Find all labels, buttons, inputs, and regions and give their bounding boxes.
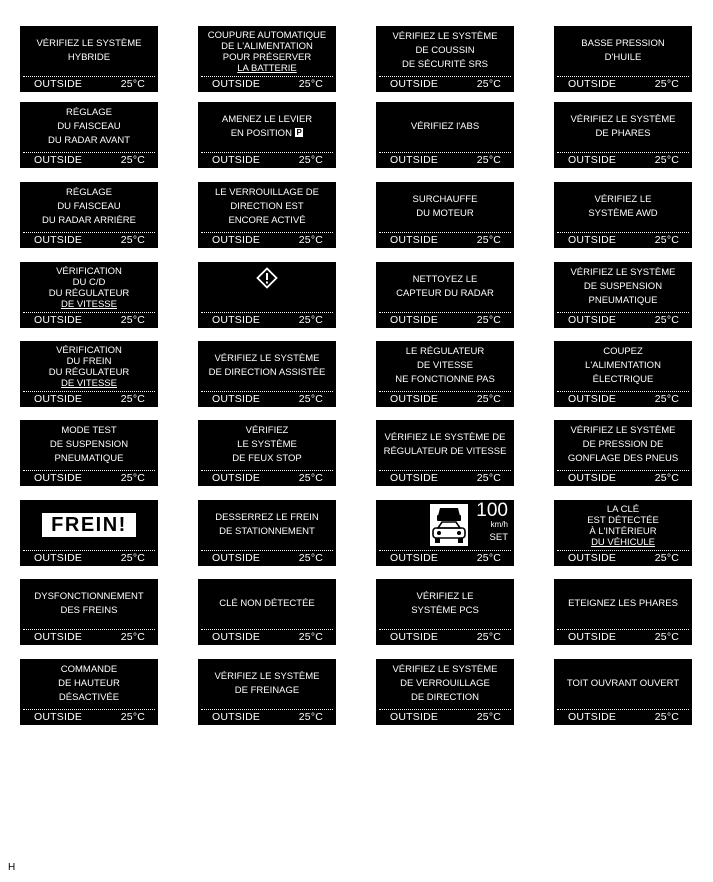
outside-label: OUTSIDE — [34, 472, 83, 484]
outside-label: OUTSIDE — [34, 314, 83, 326]
outside-temperature-bar — [376, 313, 514, 327]
set-label: SET — [489, 532, 508, 543]
outside-temperature-bar — [20, 313, 158, 327]
message-panel — [198, 659, 336, 725]
message-text — [378, 579, 512, 628]
outside-temperature-bar — [198, 392, 336, 406]
outside-temperature: 25°C — [476, 78, 501, 90]
message-panel — [376, 659, 514, 725]
message-line: DU FREIN — [66, 356, 112, 367]
message-line: DE FEUX STOP — [232, 452, 302, 464]
outside-temperature-bar — [376, 233, 514, 247]
message-text — [200, 341, 334, 390]
outside-temperature: 25°C — [298, 393, 323, 405]
message-line: VÉRIFIEZ LE SYSTÈME — [570, 424, 676, 436]
message-line: DESSERREZ LE FREIN — [215, 511, 319, 523]
message-line: DU RADAR AVANT — [48, 134, 130, 146]
message-line: COUPURE AUTOMATIQUE — [207, 30, 327, 41]
outside-label: OUTSIDE — [34, 552, 83, 564]
outside-temperature: 25°C — [476, 631, 501, 643]
outside-temperature: 25°C — [476, 234, 501, 246]
message-text — [556, 262, 690, 311]
outside-temperature: 25°C — [654, 78, 679, 90]
outside-temperature: 25°C — [120, 631, 145, 643]
message-panel — [20, 102, 158, 168]
message-line: COMMANDE — [60, 663, 118, 675]
outside-temperature: 25°C — [120, 234, 145, 246]
message-line: DU MOTEUR — [416, 207, 474, 219]
message-panel — [20, 659, 158, 725]
outside-temperature-bar — [376, 630, 514, 644]
message-text — [22, 182, 156, 231]
outside-temperature: 25°C — [476, 552, 501, 564]
message-text — [200, 182, 334, 231]
message-line: DE PHARES — [595, 127, 651, 139]
message-line: ENCORE ACTIVÉ — [228, 214, 306, 226]
message-line: DYSFONCTIONNEMENT — [34, 590, 144, 602]
message-line: DE HAUTEUR — [58, 677, 120, 689]
brake-warning-text: FREIN! — [42, 513, 136, 537]
outside-label: OUTSIDE — [212, 154, 261, 166]
message-panel — [198, 26, 336, 92]
message-line: RÉGULATEUR DE VITESSE — [383, 445, 507, 457]
outside-temperature-bar — [198, 630, 336, 644]
outside-label: OUTSIDE — [212, 711, 261, 723]
outside-temperature: 25°C — [476, 711, 501, 723]
message-line: SURCHAUFFE — [412, 193, 478, 205]
outside-label: OUTSIDE — [568, 631, 617, 643]
message-line: DE L'ALIMENTATION — [221, 41, 313, 52]
set-speed-value: 100 — [476, 500, 508, 521]
outside-label: OUTSIDE — [390, 314, 439, 326]
message-line: DIRECTION EST — [230, 200, 304, 212]
outside-temperature-bar — [20, 153, 158, 167]
message-text — [378, 262, 512, 311]
outside-temperature-bar — [20, 77, 158, 91]
message-line: RÉGLAGE — [66, 106, 112, 118]
outside-label: OUTSIDE — [568, 552, 617, 564]
message-text — [556, 182, 690, 231]
message-panel — [554, 26, 692, 92]
message-line: VÉRIFIEZ LE SYSTÈME — [392, 30, 498, 42]
message-text — [200, 102, 334, 151]
message-panel — [554, 659, 692, 725]
speed-unit — [491, 520, 508, 530]
outside-temperature: 25°C — [654, 393, 679, 405]
outside-temperature-bar — [376, 153, 514, 167]
outside-label: OUTSIDE — [568, 314, 617, 326]
outside-temperature-bar — [554, 471, 692, 485]
outside-temperature-bar — [20, 551, 158, 565]
message-line: TOIT OUVRANT OUVERT — [566, 677, 680, 689]
message-text — [378, 341, 512, 390]
outside-temperature-bar — [376, 392, 514, 406]
message-panel — [554, 579, 692, 645]
message-line: VÉRIFIEZ LE — [594, 193, 652, 205]
outside-label: OUTSIDE — [390, 154, 439, 166]
outside-temperature-bar — [20, 710, 158, 724]
message-line: VÉRIFIEZ LE SYSTÈME — [214, 352, 320, 364]
outside-temperature: 25°C — [120, 78, 145, 90]
message-line: VÉRIFIEZ — [245, 424, 289, 436]
outside-temperature-bar — [20, 471, 158, 485]
outside-temperature: 25°C — [298, 631, 323, 643]
message-text — [200, 26, 334, 79]
message-line: VÉRIFIEZ l'ABS — [410, 120, 480, 132]
message-panel — [554, 102, 692, 168]
outside-temperature-bar — [554, 710, 692, 724]
message-text — [200, 500, 334, 549]
speed-unit-slash: / — [501, 520, 504, 529]
message-panel — [554, 341, 692, 407]
message-line: DE SUSPENSION — [583, 280, 663, 292]
speed-unit-bottom: h — [503, 520, 508, 529]
message-panel — [20, 579, 158, 645]
page-mark: H — [8, 862, 16, 873]
message-line: DU FAISCEAU — [57, 200, 121, 212]
message-text — [22, 579, 156, 628]
outside-temperature-bar — [376, 77, 514, 91]
outside-temperature: 25°C — [476, 154, 501, 166]
outside-temperature-bar — [20, 233, 158, 247]
outside-temperature: 25°C — [120, 472, 145, 484]
message-line: DE VITESSE — [61, 378, 117, 389]
outside-temperature-bar — [554, 233, 692, 247]
message-line: DE DIRECTION — [410, 691, 480, 703]
message-line: PNEUMATIQUE — [54, 452, 124, 464]
message-line: VÉRIFIEZ LE SYSTÈME — [214, 670, 320, 682]
message-line: EST DÉTECTÉE — [587, 515, 659, 526]
outside-label: OUTSIDE — [390, 711, 439, 723]
message-line: ETEIGNEZ LES PHARES — [568, 597, 678, 609]
outside-temperature: 25°C — [120, 154, 145, 166]
outside-label: OUTSIDE — [390, 393, 439, 405]
message-panel — [376, 262, 514, 328]
message-line: ÉLECTRIQUE — [592, 373, 654, 385]
message-panel — [198, 420, 336, 486]
outside-label: OUTSIDE — [568, 78, 617, 90]
message-text — [556, 659, 690, 708]
message-panel — [198, 500, 336, 566]
message-line: DE COUSSIN — [415, 44, 475, 56]
message-line: D'HUILE — [604, 51, 642, 63]
outside-temperature: 25°C — [298, 78, 323, 90]
outside-temperature: 25°C — [654, 472, 679, 484]
message-line: LE SYSTÈME — [237, 438, 297, 450]
message-text — [378, 26, 512, 75]
message-panel — [198, 341, 336, 407]
outside-label: OUTSIDE — [212, 78, 261, 90]
outside-temperature-bar — [376, 471, 514, 485]
message-panel — [20, 420, 158, 486]
message-panel — [198, 579, 336, 645]
message-text — [378, 420, 512, 469]
master-warning-icon — [256, 267, 278, 289]
outside-label: OUTSIDE — [390, 234, 439, 246]
message-text — [556, 420, 690, 469]
message-panel — [20, 182, 158, 248]
message-line: PNEUMATIQUE — [588, 294, 658, 306]
message-panel — [198, 262, 336, 328]
message-line: VÉRIFIEZ LE SYSTÈME DE — [384, 431, 506, 443]
message-panel — [198, 102, 336, 168]
message-line: DE FREINAGE — [234, 684, 300, 696]
message-line: DE VITESSE — [417, 359, 473, 371]
outside-label: OUTSIDE — [212, 393, 261, 405]
message-line: VÉRIFIEZ LE SYSTÈME — [570, 266, 676, 278]
message-panel — [376, 579, 514, 645]
message-line: DE DIRECTION ASSISTÉE — [208, 366, 326, 378]
outside-temperature: 25°C — [654, 314, 679, 326]
outside-temperature: 25°C — [298, 154, 323, 166]
message-panel — [554, 500, 692, 566]
outside-temperature-bar — [20, 630, 158, 644]
message-line: BASSE PRESSION — [581, 37, 665, 49]
message-text — [378, 182, 512, 231]
outside-label: OUTSIDE — [34, 78, 83, 90]
outside-label: OUTSIDE — [34, 234, 83, 246]
message-text — [22, 500, 156, 549]
message-text — [556, 26, 690, 75]
message-line: DE VITESSE — [61, 299, 117, 310]
outside-temperature-bar — [554, 313, 692, 327]
outside-label: OUTSIDE — [568, 234, 617, 246]
message-line: DU VÉHICULE — [591, 537, 655, 548]
outside-label: OUTSIDE — [34, 631, 83, 643]
message-line: COUPEZ — [603, 345, 643, 357]
message-text — [378, 659, 512, 708]
outside-temperature-bar — [554, 551, 692, 565]
message-panel — [20, 262, 158, 328]
message-panel — [20, 26, 158, 92]
message-text — [22, 26, 156, 75]
message-line: DE STATIONNEMENT — [219, 525, 315, 537]
message-panel — [376, 500, 514, 566]
message-line: SYSTÈME PCS — [411, 604, 479, 616]
message-line: DES FREINS — [60, 604, 118, 616]
message-text — [22, 102, 156, 151]
outside-temperature-bar — [376, 551, 514, 565]
outside-label: OUTSIDE — [212, 472, 261, 484]
outside-temperature: 25°C — [120, 314, 145, 326]
message-line: NE FONCTIONNE PAS — [395, 373, 495, 385]
vehicle-ahead-icon — [430, 504, 468, 546]
outside-temperature-bar — [198, 710, 336, 724]
message-text — [200, 420, 334, 469]
message-line: L'ALIMENTATION — [585, 359, 661, 371]
outside-temperature: 25°C — [476, 472, 501, 484]
message-line: RÉGLAGE — [66, 186, 112, 198]
outside-temperature: 25°C — [298, 472, 323, 484]
message-line: AMENEZ LE LEVIER — [221, 113, 313, 125]
outside-label: OUTSIDE — [34, 393, 83, 405]
outside-temperature-bar — [198, 233, 336, 247]
message-panel — [198, 182, 336, 248]
outside-label: OUTSIDE — [568, 154, 617, 166]
outside-temperature: 25°C — [298, 552, 323, 564]
message-line: DU RÉGULATEUR — [48, 367, 130, 378]
message-panel — [376, 102, 514, 168]
outside-temperature-bar — [554, 630, 692, 644]
message-line: DÉSACTIVÉE — [58, 691, 120, 703]
outside-label: OUTSIDE — [34, 154, 83, 166]
message-line: DE PRESSION DE — [582, 438, 664, 450]
message-line: VÉRIFICATION — [56, 345, 122, 356]
outside-temperature-bar — [198, 551, 336, 565]
outside-temperature: 25°C — [476, 393, 501, 405]
outside-temperature: 25°C — [654, 711, 679, 723]
message-line: LA CLÉ — [606, 504, 640, 515]
message-panel — [376, 182, 514, 248]
outside-temperature-bar — [198, 471, 336, 485]
message-panel — [554, 182, 692, 248]
outside-temperature: 25°C — [298, 711, 323, 723]
message-text — [556, 579, 690, 628]
message-line: VÉRIFICATION — [56, 266, 122, 277]
outside-temperature: 25°C — [298, 314, 323, 326]
message-line-with-gear — [231, 127, 304, 141]
message-line: NETTOYEZ LE — [412, 273, 478, 285]
message-line: VÉRIFIEZ LE SYSTÈME — [570, 113, 676, 125]
message-line: LA BATTERIE — [237, 63, 297, 74]
message-text — [200, 659, 334, 708]
outside-label: OUTSIDE — [568, 472, 617, 484]
message-text — [556, 102, 690, 151]
message-text — [556, 341, 690, 390]
message-line: HYBRIDE — [67, 51, 111, 63]
message-panel — [20, 500, 158, 566]
message-line: MODE TEST — [61, 424, 117, 436]
speed-unit-top: km — [490, 520, 502, 529]
outside-label: OUTSIDE — [390, 631, 439, 643]
outside-label: OUTSIDE — [212, 631, 261, 643]
message-panel — [554, 420, 692, 486]
message-line: VÉRIFIEZ LE SYSTÈME — [36, 37, 142, 49]
outside-label: OUTSIDE — [568, 711, 617, 723]
outside-temperature-bar — [554, 153, 692, 167]
outside-temperature: 25°C — [476, 314, 501, 326]
outside-temperature-bar — [376, 710, 514, 724]
message-text — [22, 420, 156, 469]
outside-temperature-bar — [198, 153, 336, 167]
message-line: DU FAISCEAU — [57, 120, 121, 132]
message-line: DE SUSPENSION — [49, 438, 129, 450]
outside-temperature: 25°C — [120, 393, 145, 405]
message-line: GONFLAGE DES PNEUS — [567, 452, 679, 464]
message-panel — [376, 26, 514, 92]
message-text — [22, 659, 156, 708]
outside-temperature-bar — [20, 392, 158, 406]
message-line: EN POSITION — [230, 127, 292, 139]
park-position-icon: P — [296, 128, 302, 138]
outside-temperature-bar — [554, 77, 692, 91]
message-line: POUR PRÉSERVER — [222, 52, 312, 63]
message-line: LE RÉGULATEUR — [405, 345, 485, 357]
message-panel — [554, 262, 692, 328]
outside-label: OUTSIDE — [34, 711, 83, 723]
outside-label: OUTSIDE — [568, 393, 617, 405]
message-line: CLÉ NON DÉTECTÉE — [219, 597, 315, 609]
outside-temperature: 25°C — [298, 234, 323, 246]
outside-temperature-bar — [198, 313, 336, 327]
outside-temperature: 25°C — [654, 552, 679, 564]
outside-temperature: 25°C — [654, 154, 679, 166]
cruise-control-readout — [376, 500, 514, 550]
message-line: SYSTÈME AWD — [588, 207, 658, 219]
message-text — [22, 341, 156, 394]
message-text — [556, 500, 690, 553]
outside-temperature: 25°C — [120, 552, 145, 564]
message-line: DU RADAR ARRIÈRE — [42, 214, 136, 226]
outside-label: OUTSIDE — [212, 552, 261, 564]
message-line: À L'INTÉRIEUR — [589, 526, 657, 537]
message-line: CAPTEUR DU RADAR — [396, 287, 494, 299]
outside-label: OUTSIDE — [212, 234, 261, 246]
outside-temperature: 25°C — [120, 711, 145, 723]
outside-label: OUTSIDE — [212, 314, 261, 326]
outside-label: OUTSIDE — [390, 472, 439, 484]
message-line: VÉRIFIEZ LE — [416, 590, 474, 602]
message-line: LE VERROUILLAGE DE — [214, 186, 319, 198]
message-line: DU C/D — [72, 277, 106, 288]
outside-temperature-bar — [198, 77, 336, 91]
message-text — [378, 102, 512, 151]
message-line: DE SÉCURITÉ SRS — [401, 58, 489, 70]
message-line: VÉRIFIEZ LE SYSTÈME — [392, 663, 498, 675]
message-text — [200, 579, 334, 628]
message-text — [22, 262, 156, 315]
message-panel — [20, 341, 158, 407]
message-panel — [376, 420, 514, 486]
outside-label: OUTSIDE — [390, 78, 439, 90]
outside-temperature: 25°C — [654, 631, 679, 643]
message-line: DU RÉGULATEUR — [48, 288, 130, 299]
message-line: DE VERROUILLAGE — [400, 677, 490, 689]
outside-temperature-bar — [554, 392, 692, 406]
message-panel — [376, 341, 514, 407]
outside-label: OUTSIDE — [390, 552, 439, 564]
outside-temperature: 25°C — [654, 234, 679, 246]
